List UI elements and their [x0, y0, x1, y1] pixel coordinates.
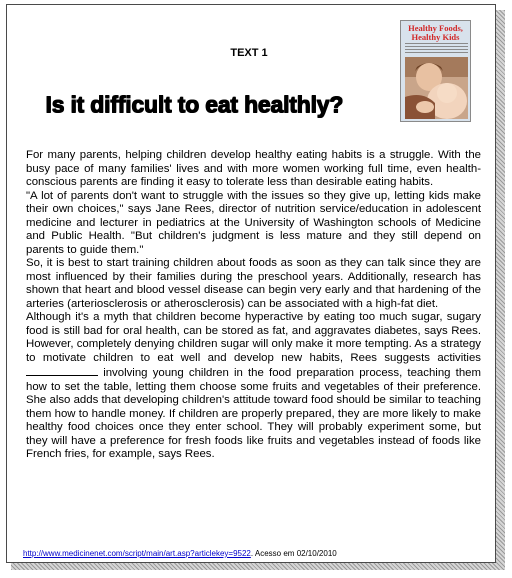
book-cover-photo [405, 57, 468, 119]
paragraph: Although it's a myth that children become hyperactive by eating too much sugar, sugary food is still bad for oral health, can be stored as fat, and aggravates diabetes, says Rees. However, completely denying children sugar will only make it more tempting. As a strategy to motivate children to eat well and develop new habits, Rees suggests activities involving young children in the food preparation process, teaching them how to set the table, letting them choose some fruits and vegetables of their preference. She also adds that developing children's attitude toward food should be similar to teaching them how to handle money. If children are properly prepared, they are more likely to make healthy food choices once they enter school. They will probably experiment some, but they will have a preference for fresh foods like fruits and vegetables instead of foods like French fries, for example, says Rees. [26, 311, 481, 460]
book-cover-title: Healthy Foods, Healthy Kids [408, 23, 463, 42]
source-citation [23, 549, 337, 558]
source-link[interactable]: http://www.medicinenet.com/script/main/art.asp?articlekey=9522 [23, 549, 251, 558]
access-date: . Acesso em 02/10/2010 [250, 549, 337, 558]
paragraph: "A lot of parents don't want to struggle with the issues so they give up, letting kids make their own choices," says Jane Rees, director of nutrition service/education in adolescent medicine and lecturer in pediatrics at the University of Washington schools of Medicine and Public Health. "But children's judgment is less mature and they still depend on parents to guide them." [26, 189, 481, 256]
paragraph: For many parents, helping children develop healthy eating habits is a struggle. With the busy pace of many families' lives and with more women working full time, even health-conscious parents are finding it easy to tolerate less than desirable eating habits. [26, 149, 481, 188]
headline: Is it difficult to eat healthly? [45, 91, 343, 117]
article-body [26, 149, 481, 462]
book-cover-image [400, 20, 471, 122]
book-cover-subtitle-lines [405, 43, 468, 53]
paragraph: So, it is best to start training children about foods as soon as they can talk since they are most influenced by their families during the preschool years. Additionally, research has shown that heart and blood vessel disease can begin very early and that hardening of the arteries (arteriosclerosis or atherosclerosis) can be associated with a high-fat diet. [26, 257, 481, 310]
document-page [6, 4, 496, 563]
text-label: TEXT 1 [230, 47, 268, 59]
fill-in-blank [26, 365, 98, 376]
